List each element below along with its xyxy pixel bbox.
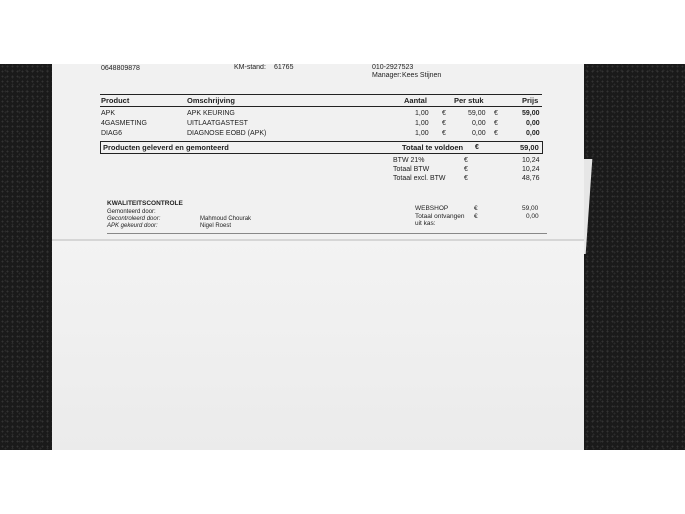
customer-phone: 0648809878	[101, 65, 140, 72]
total-due-value: 59,00	[520, 143, 539, 152]
total-excl-currency: €	[464, 175, 468, 182]
quality-title: KWALITEITSCONTROLE	[107, 200, 183, 207]
row-currency: €	[494, 120, 498, 127]
row-unit-price: 0,00	[472, 120, 486, 127]
apk-value: Nigel Roest	[200, 223, 232, 229]
receipt-paper	[52, 64, 584, 450]
row-unit-price: 59,00	[468, 110, 486, 117]
table-top-rule	[100, 94, 542, 95]
header-quantity: Aantal	[404, 96, 427, 105]
mounted-label: Gemonteerd door:	[107, 209, 156, 215]
row-currency: €	[442, 110, 446, 117]
row-description: APK KEURING	[187, 110, 235, 117]
row-product: APK	[101, 110, 116, 117]
row-quantity: 1,00	[415, 110, 429, 117]
row-currency: €	[442, 130, 446, 137]
km-label: KM-stand:	[234, 64, 266, 71]
total-due-label: Totaal te voldoen	[402, 143, 464, 152]
row-product: DIAG6	[101, 130, 123, 137]
total-vat-label: Totaal BTW	[393, 166, 430, 173]
row-price: 59,00	[522, 110, 540, 117]
received-label-line2: uit kas:	[415, 220, 436, 227]
row-product: 4GASMETING	[101, 120, 147, 127]
total-due-currency: €	[475, 144, 479, 151]
paper-fold	[52, 239, 584, 241]
row-currency: €	[442, 120, 446, 127]
received-label: Totaal ontvangen	[415, 213, 465, 220]
received-currency: €	[474, 213, 478, 220]
paper-lower-half	[52, 240, 584, 450]
header-product: Product	[101, 96, 130, 105]
row-description: DIAGNOSE EOBD (APK)	[187, 130, 267, 137]
total-vat-currency: €	[464, 166, 468, 173]
payment-method-currency: €	[474, 205, 478, 212]
row-quantity: 1,00	[415, 130, 429, 137]
vat-value: 10,24	[522, 157, 540, 164]
delivered-label: Producten geleverd en gemonteerd	[103, 143, 229, 152]
table-header-rule	[100, 106, 542, 107]
km-value: 61765	[274, 64, 294, 71]
shop-phone: 010-2927523	[372, 64, 414, 71]
row-price: 0,00	[526, 120, 540, 127]
manager-label: Manager:	[372, 72, 402, 79]
row-currency: €	[494, 130, 498, 137]
row-description: UITLAATGASTEST	[187, 120, 248, 127]
payment-method: WEBSHOP	[415, 205, 449, 212]
total-vat-value: 10,24	[522, 166, 540, 173]
row-currency: €	[494, 110, 498, 117]
receipt-photo	[0, 64, 685, 450]
apk-label: APK gekeurd door:	[107, 223, 158, 229]
vat-label: BTW 21%	[393, 157, 425, 164]
bottom-rule	[107, 233, 547, 234]
header-price: Prijs	[522, 96, 539, 105]
row-quantity: 1,00	[415, 120, 429, 127]
manager-value: Kees Stijnen	[402, 72, 442, 79]
header-unit-price: Per stuk	[454, 96, 484, 105]
row-unit-price: 0,00	[472, 130, 486, 137]
header-description: Omschrijving	[187, 96, 235, 105]
total-excl-label: Totaal excl. BTW	[393, 175, 446, 182]
received-value: 0,00	[526, 213, 539, 220]
vat-currency: €	[464, 157, 468, 164]
total-excl-value: 48,76	[522, 175, 540, 182]
checked-label: Gecontroleerd door:	[107, 216, 161, 222]
payment-method-value: 59,00	[522, 205, 539, 212]
checked-value: Mahmoud Chourak	[200, 216, 252, 222]
row-price: 0,00	[526, 130, 540, 137]
